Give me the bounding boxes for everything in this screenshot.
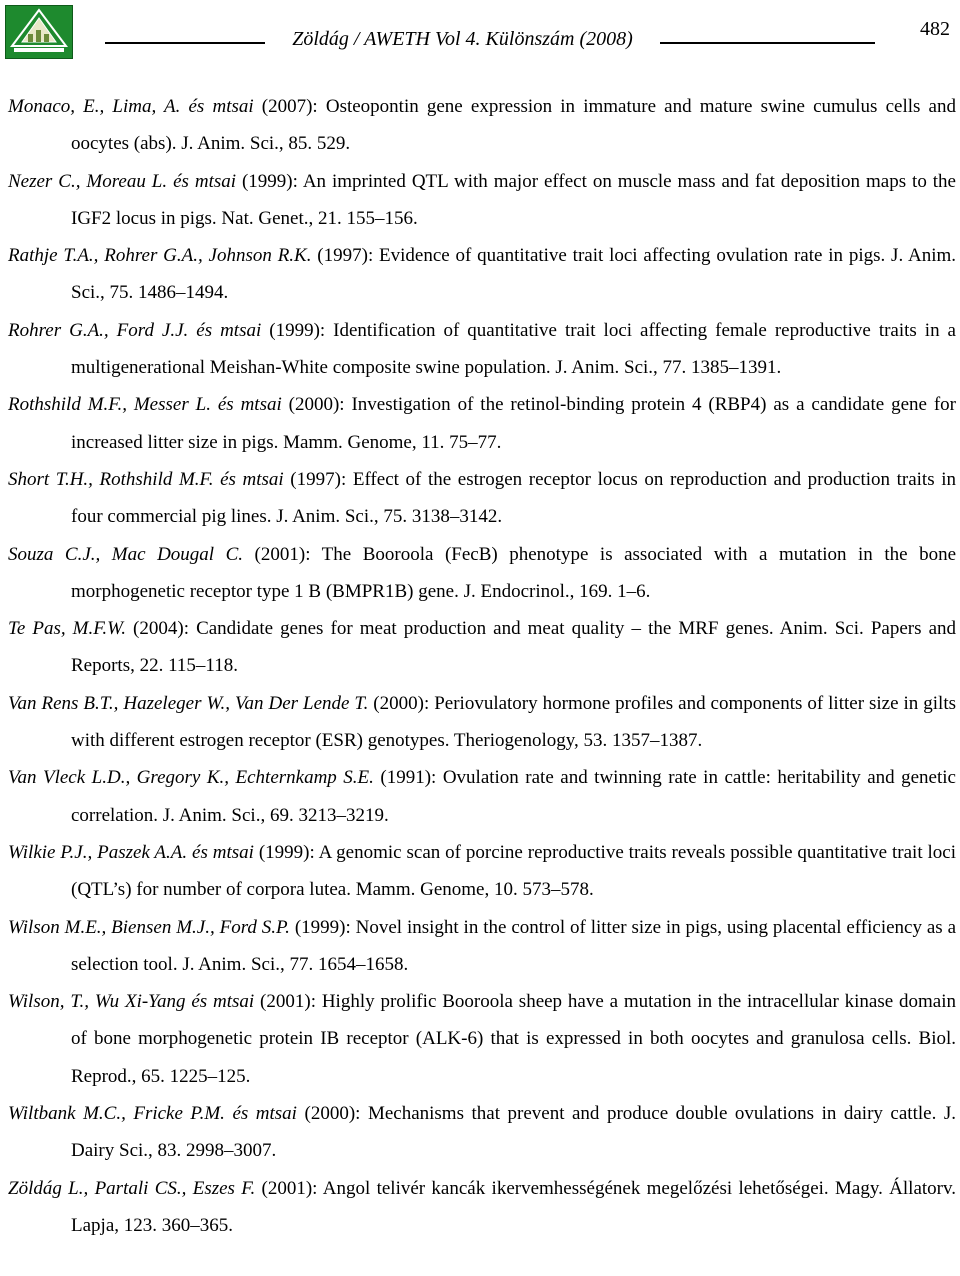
reference-authors: Wiltbank M.C., Fricke P.M. és mtsai <box>8 1103 297 1125</box>
reference-authors: Short T.H., Rothshild M.F. és mtsai <box>8 468 284 490</box>
reference-entry <box>8 237 956 312</box>
reference-entry <box>8 386 956 461</box>
reference-text: (1999): A genomic scan of porcine reproductive traits reveals possible quantitative trait loci (QTL’s) for number of corpora lutea. Mamm. Genome, 10. 573–578. <box>71 841 956 901</box>
reference-entry <box>8 610 956 685</box>
reference-authors: Nezer C., Moreau L. és mtsai <box>8 170 237 192</box>
reference-entry <box>8 834 956 909</box>
reference-authors: Wilson, T., Wu Xi-Yang és mtsai <box>8 991 255 1013</box>
reference-authors: Van Rens B.T., Hazeleger W., Van Der Lende T. <box>8 692 369 714</box>
reference-text: (2000): Periovulatory hormone profiles and components of litter size in gilts with different estrogen receptor (ESR) genotypes. Theriogenology, 53. 1357–1387. <box>71 692 957 752</box>
reference-entry <box>8 536 956 611</box>
reference-text: (1999): Identification of quantitative trait loci affecting female reproductive traits in a multigenerational Meishan-White composite swine population. J. Anim. Sci., 77. 1385–1391. <box>71 319 956 379</box>
reference-authors: Souza C.J., Mac Dougal C. <box>8 543 244 565</box>
reference-entry <box>8 1095 956 1170</box>
reference-authors: Zöldág L., Partali CS., Eszes F. <box>8 1177 256 1199</box>
reference-text: (1999): Novel insight in the control of litter size in pigs, using placental efficiency as a selection tool. J. Anim. Sci., 77. 1654–1658. <box>71 916 956 975</box>
reference-authors: Te Pas, M.F.W. <box>8 618 126 640</box>
reference-authors: Rohrer G.A., Ford J.J. és mtsai <box>8 319 262 341</box>
page-header <box>0 0 960 70</box>
reference-text: (1997): Evidence of quantitative trait loci affecting ovulation rate in pigs. J. Anim. Sci., 75. 1486–1494. <box>71 245 956 304</box>
reference-text: (2001): Angol telivér kancák ikervemhességének megelőzési lehetőségei. Magy. Állatorv. Lapja, 123. 360–365. <box>71 1177 956 1236</box>
reference-list <box>8 88 956 1244</box>
reference-authors: Wilson M.E., Biensen M.J., Ford S.P. <box>8 916 290 938</box>
reference-entry <box>8 983 956 1095</box>
reference-entry <box>8 1170 956 1245</box>
reference-entry <box>8 163 956 238</box>
reference-entry <box>8 312 956 387</box>
reference-entry <box>8 759 956 834</box>
reference-text: (2004): Candidate genes for meat production and meat quality – the MRF genes. Anim. Sci. Papers and Reports, 22. 115–118. <box>71 618 956 677</box>
reference-text: (1999): An imprinted QTL with major effect on muscle mass and fat deposition maps to the IGF2 locus in pigs. Nat. Genet., 21. 155–156. <box>71 170 956 229</box>
journal-title: Zöldág / AWETH Vol 4. Különszám (2008) <box>292 28 633 50</box>
reference-authors: Van Vleck L.D., Gregory K., Echternkamp S.E. <box>8 767 374 789</box>
reference-text: (2000): Investigation of the retinol-binding protein 4 (RBP4) as a candidate gene for increased litter size in pigs. Mamm. Genome, 11. 75–77. <box>71 394 956 453</box>
reference-text: (1991): Ovulation rate and twinning rate in cattle: heritability and genetic correlation. J. Anim. Sci., 69. 3213–3219. <box>71 767 956 826</box>
reference-text: (1997): Effect of the estrogen receptor locus on reproduction and production traits in four commercial pig lines. J. Anim. Sci., 75. 3138–3142. <box>71 468 956 528</box>
reference-entry <box>8 461 956 536</box>
reference-authors: Wilkie P.J., Paszek A.A. és mtsai <box>8 841 254 863</box>
header-rule-right <box>660 42 875 44</box>
reference-text: (2001): The Booroola (FecB) phenotype is associated with a mutation in the bone morphogenetic receptor type 1 B (BMPR1B) gene. J. Endocrinol., 169. 1–6. <box>71 543 956 602</box>
reference-text: (2007): Osteopontin gene expression in immature and mature swine cumulus cells and oocytes (abs). J. Anim. Sci., 85. 529. <box>71 96 956 155</box>
reference-authors: Monaco, E., Lima, A. és mtsai <box>8 96 254 117</box>
journal-logo-icon <box>5 5 73 59</box>
reference-authors: Rathje T.A., Rohrer G.A., Johnson R.K. <box>8 245 312 267</box>
reference-authors: Rothshild M.F., Messer L. és mtsai <box>8 394 282 416</box>
reference-entry <box>8 88 956 163</box>
reference-entry <box>8 685 956 760</box>
reference-text: (2001): Highly prolific Booroola sheep have a mutation in the intracellular kinase domain of bone morphogenetic protein IB receptor (ALK-6) that is expressed in both oocytes and granulosa cells. Biol. Reprod., 65. 1225–125. <box>71 991 956 1087</box>
page-number: 482 <box>920 18 950 40</box>
header-rule-left <box>105 42 265 44</box>
reference-text: (2000): Mechanisms that prevent and produce double ovulations in dairy cattle. J. Dairy Sci., 83. 2998–3007. <box>71 1103 956 1162</box>
reference-entry <box>8 909 956 984</box>
